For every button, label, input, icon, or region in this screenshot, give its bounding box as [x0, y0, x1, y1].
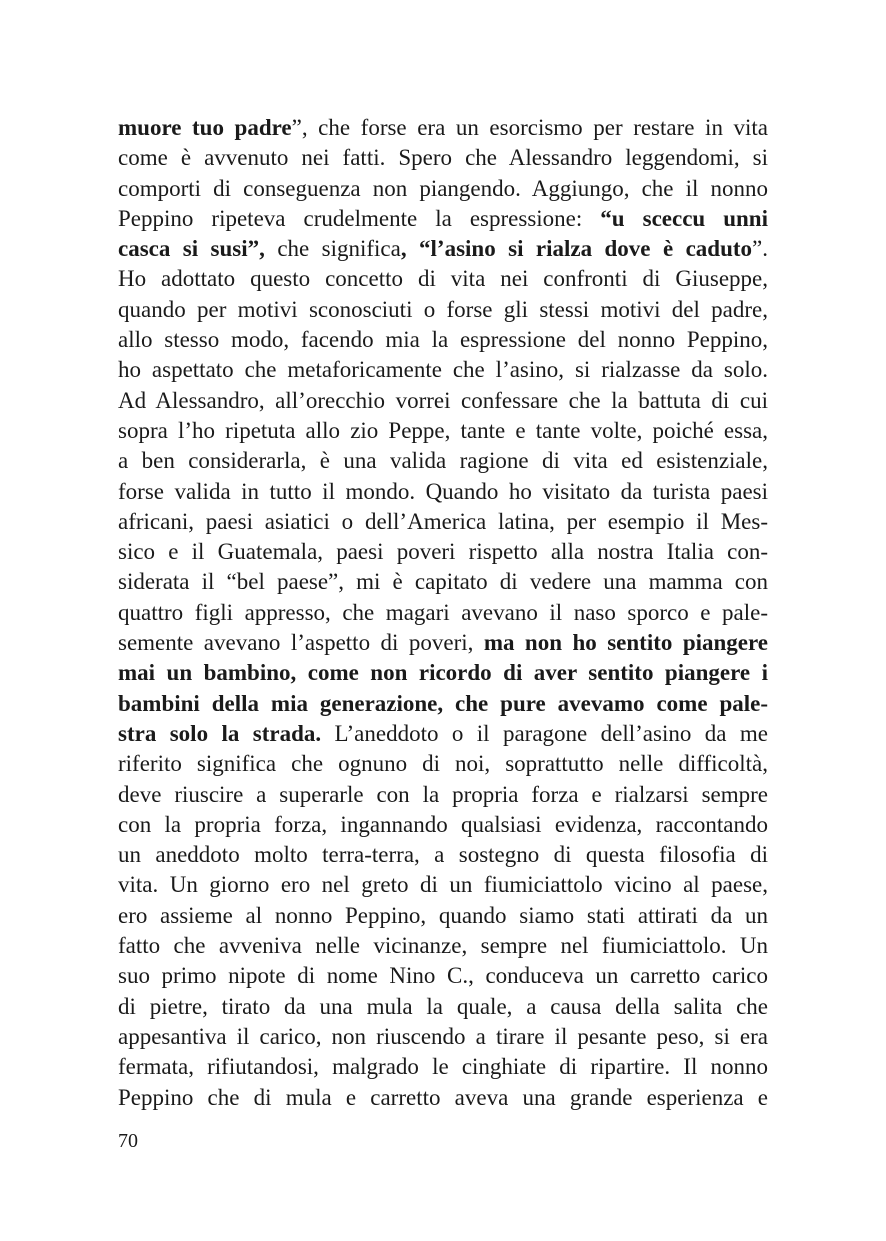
text-run: riferito significa che ognuno di noi, soprattutto nelle difficoltà, [118, 751, 768, 777]
text-line [118, 870, 768, 900]
text-line [118, 234, 768, 264]
bold-text-run: ma non ho sentito piangere [483, 630, 768, 656]
text-line [118, 355, 768, 385]
text-run: deve riuscire a superarle con la propria forza e rialzarsi sempre [118, 781, 768, 807]
text-line [118, 749, 768, 779]
text-line [118, 689, 768, 719]
text-line [118, 901, 768, 931]
text-run: quando per motivi sconosciuti o forse gli stessi motivi del padre, [118, 296, 768, 322]
text-run: fermata, rifiutandosi, malgrado le cinghiate di ripartire. Il nonno [118, 1054, 768, 1080]
text-run: ho aspettato che metaforicamente che l’asino, si rialzasse da solo. [118, 357, 768, 383]
text-line [118, 810, 768, 840]
text-line [118, 719, 768, 749]
bold-text-run: mai un bambino, come non ricordo di aver sentito piangere i [118, 660, 768, 686]
text-run: di pietre, tirato da una mula la quale, a causa della salita che [118, 993, 768, 1019]
text-run: forse valida in tutto il mondo. Quando ho visitato da turista paesi [118, 478, 768, 504]
text-run: come è avvenuto nei fatti. Spero che Alessandro leggendomi, si [118, 145, 768, 171]
text-run: ”. [752, 236, 768, 262]
bold-text-run: , “l’asino si rialza dove è caduto [400, 236, 753, 262]
text-run: suo primo nipote di nome Nino C., conduceva un carretto carico [118, 963, 768, 989]
body-text [118, 113, 768, 1113]
text-line [118, 780, 768, 810]
bold-text-run: stra solo la strada. [118, 720, 322, 746]
text-line [118, 1022, 768, 1052]
text-line [118, 567, 768, 597]
text-line [118, 537, 768, 567]
text-run: Peppino ripeteva crudelmente la espressione: [118, 205, 601, 231]
text-run: sico e il Guatemala, paesi poveri rispetto alla nostra Italia con- [118, 539, 768, 565]
text-run: Ho adottato questo concetto di vita nei confronti di Giuseppe, [118, 266, 768, 292]
text-line [118, 386, 768, 416]
text-run: siderata il “bel paese”, mi è capitato di vedere una mamma con [118, 569, 768, 595]
bold-text-run: bambini della mia generazione, che pure avevamo come pale- [118, 690, 768, 716]
text-run: ero assieme al nonno Peppino, quando siamo stati attirati da un [118, 902, 768, 928]
text-line [118, 961, 768, 991]
text-line [118, 325, 768, 355]
text-run: quattro figli appresso, che magari avevano il naso sporco e pale- [118, 599, 768, 625]
text-run: ”, che forse era un esorcismo per restare in vita [291, 115, 768, 140]
text-run: con la propria forza, ingannando qualsiasi evidenza, raccontando [118, 811, 768, 837]
text-run: fatto che avveniva nelle vicinanze, sempre nel fiumiciattolo. Un [118, 933, 768, 959]
text-line [118, 1052, 768, 1082]
text-line [118, 204, 768, 234]
text-line [118, 507, 768, 537]
text-run: allo stesso modo, facendo mia la espressione del nonno Peppino, [118, 327, 768, 353]
text-run: africani, paesi asiatici o dell’America latina, per esempio il Mes- [118, 508, 768, 534]
text-run: a ben considerarla, è una valida ragione di vita ed esistenziale, [118, 448, 768, 474]
text-line [118, 628, 768, 658]
text-line [118, 264, 768, 294]
text-run: semente avevano l’aspetto di poveri, [118, 630, 484, 656]
text-line [118, 113, 768, 143]
text-line [118, 598, 768, 628]
text-run: L’aneddoto o il paragone dell’asino da me [321, 720, 768, 746]
bold-text-run: casca si susi”, [118, 236, 265, 262]
text-run: vita. Un giorno ero nel greto di un fiumiciattolo vicino al paese, [118, 872, 768, 898]
text-line [118, 1083, 768, 1113]
text-run: un aneddoto molto terra-terra, a sostegno di questa filosofia di [118, 842, 768, 868]
text-line [118, 840, 768, 870]
text-run: Ad Alessandro, all’orecchio vorrei confessare che la battuta di cui [118, 387, 768, 413]
text-line [118, 295, 768, 325]
text-run: che significa [264, 236, 401, 262]
bold-text-run: muore tuo padre [118, 115, 292, 140]
text-line [118, 416, 768, 446]
text-run: sopra l’ho ripetuta allo zio Peppe, tante e tante volte, poiché essa, [118, 417, 768, 443]
page-number: 70 [118, 1130, 138, 1152]
text-line [118, 992, 768, 1022]
text-line [118, 446, 768, 476]
text-run: Peppino che di mula e carretto aveva una grande esperienza e [118, 1084, 768, 1110]
text-line [118, 658, 768, 688]
text-line [118, 174, 768, 204]
bold-text-run: “u sceccu unni [600, 205, 768, 231]
text-line [118, 931, 768, 961]
text-line [118, 477, 768, 507]
text-run: appesantiva il carico, non riuscendo a tirare il pesante peso, si era [118, 1023, 768, 1049]
text-line [118, 143, 768, 173]
text-run: comporti di conseguenza non piangendo. Aggiungo, che il nonno [118, 175, 768, 201]
